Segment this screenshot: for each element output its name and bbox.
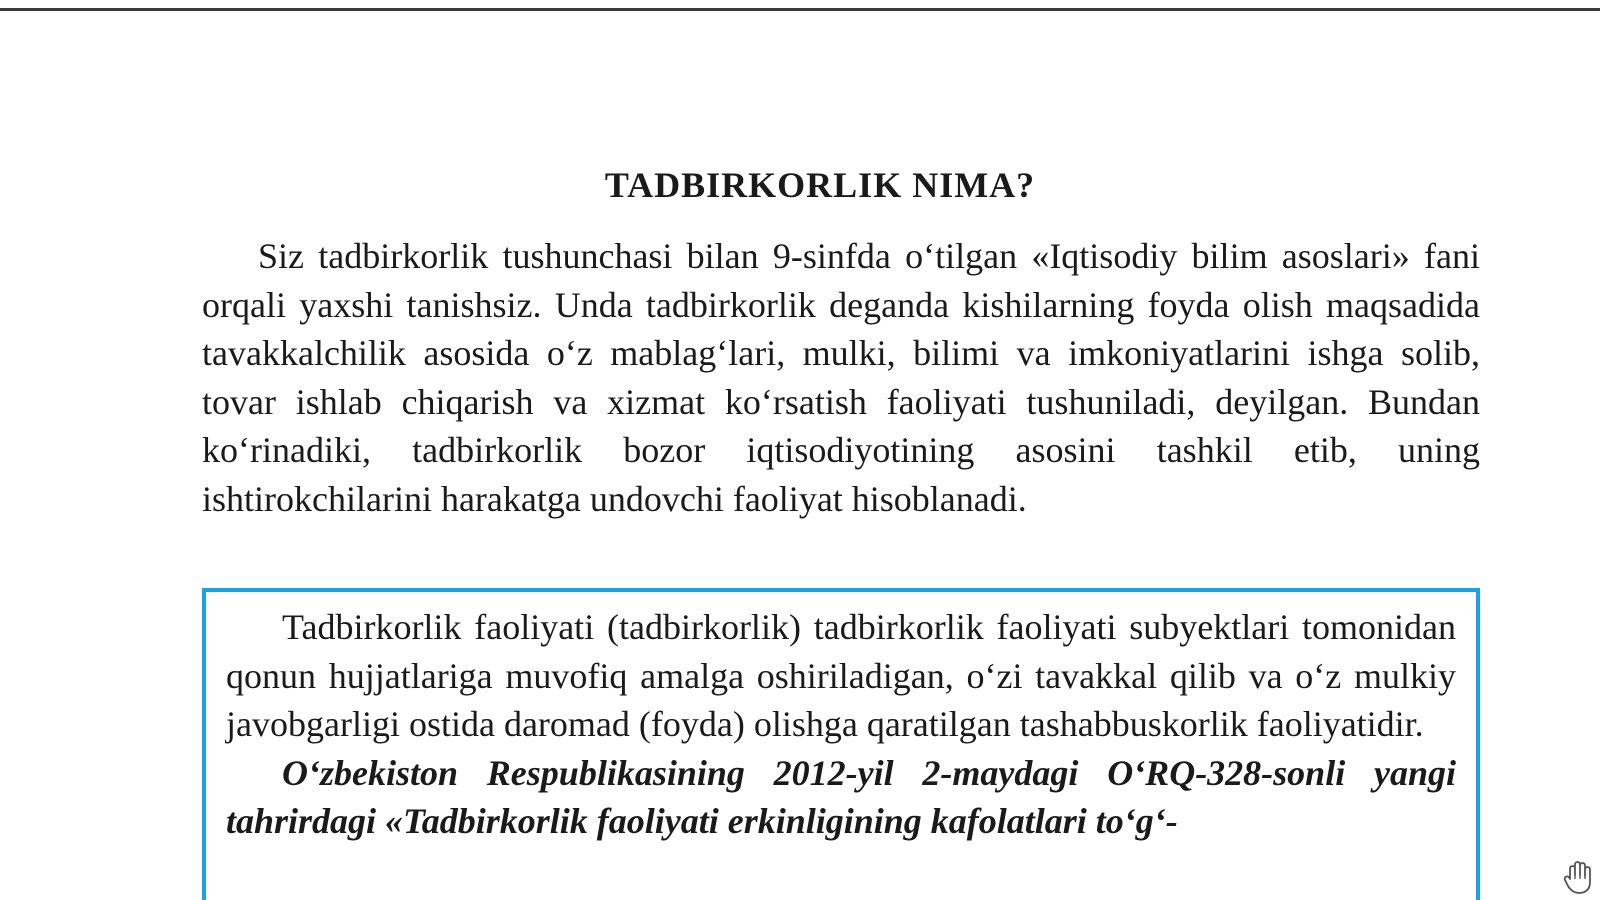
definition-box (202, 588, 1480, 900)
law-reference: O‘zbekiston Respublikasining 2012-yil 2-maydagi O‘RQ-328-sonli yangi tahrirdagi «Tadbirkorlik faoliyati erkinligining kafolatlari to‘g‘- (226, 752, 1456, 841)
hand-icon (1562, 858, 1596, 896)
top-border-line (0, 8, 1600, 11)
page-title: TADBIRKORLIK NIMA? (604, 165, 1036, 205)
definition-text: Tadbirkorlik faoliyati (tadbirkorlik) tadbirkorlik faoliyati subyektlari tomonidan qonun hujjatlariga muvofiq amalga oshiriladigan, o‘zi tavakkal qilib va o‘z mulkiy javobgarligi ostida daromad (foyda) olishga qaratilgan tashabbuskorlik faoliyatidir. (226, 607, 1456, 744)
intro-paragraph: Siz tadbirkorlik tushunchasi bilan 9-sinfda o‘tilgan «Iqtisodiy bilim asoslari» fani orqali yaxshi tanishsiz. Unda tadbirkorlik deganda kishilarning foyda olish maqsadida tavakkalchilik asosida o‘z mablag‘lari, mulki, bilimi va imkoniyatlarini ishga solib, tovar ishlab chiqarish va xizmat ko‘rsatish faoliyati tushuniladi, deyilgan. Bundan ko‘rinadiki, tadbirkorlik bozor iqtisodiyotining asosini tashkil etib, uning ishtirokchilarini harakatga undovchi faoliyat hisoblanadi. (202, 236, 1480, 519)
